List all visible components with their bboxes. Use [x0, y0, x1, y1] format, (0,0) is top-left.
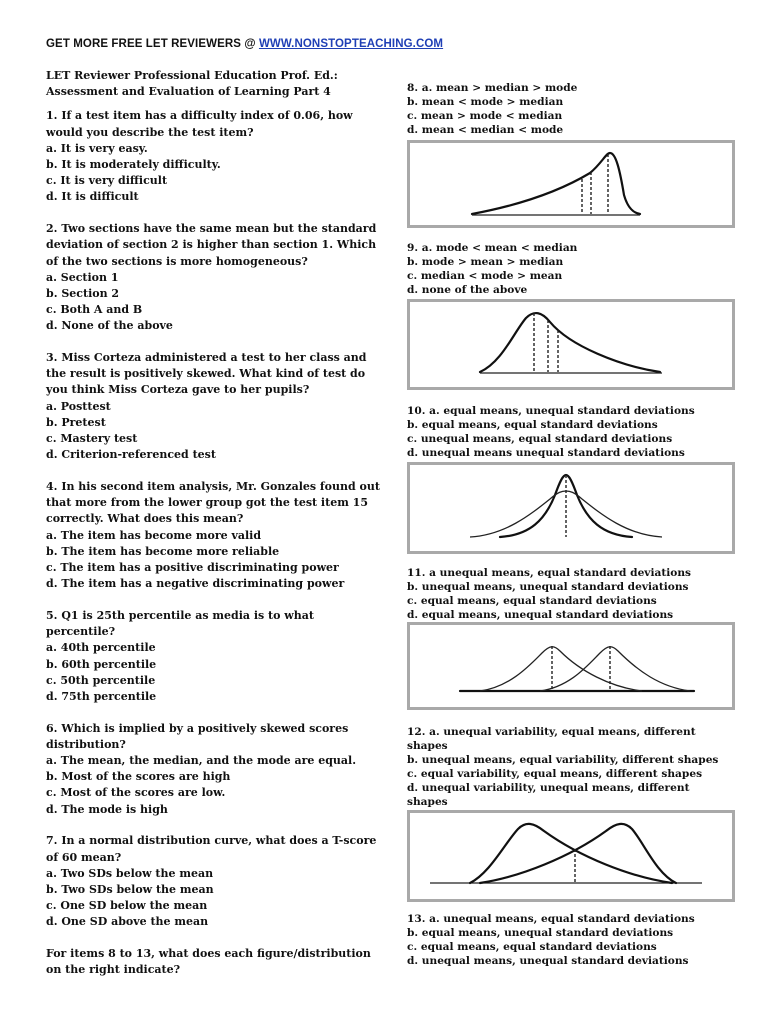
answer-option: a. Two SDs below the mean — [46, 866, 214, 880]
answer-option: a. 40th percentile — [46, 641, 156, 655]
question-text: you think Miss Corteza gave to her pupils? — [46, 383, 310, 397]
answer-option: c. It is very difficult — [46, 174, 168, 188]
answer-option: b. unequal means, equal variability, different shapes — [407, 753, 719, 766]
positively-skewed-curve-diagram — [410, 302, 732, 387]
answer-option: b. It is moderately difficulty. — [46, 158, 221, 172]
answer-option: b. equal means, equal standard deviations — [407, 418, 658, 431]
negatively-skewed-curve-diagram — [410, 143, 732, 225]
question-1 — [46, 108, 376, 205]
negative-skew-curve — [480, 824, 676, 883]
question-text: 4. In his second item analysis, Mr. Gonzales found out — [46, 479, 380, 493]
question-2 — [46, 221, 376, 334]
title-line: Assessment and Evaluation of Learning Part 4 — [46, 85, 331, 99]
answer-option: b. Pretest — [46, 415, 106, 429]
answer-option: b. 60th percentile — [46, 657, 157, 671]
answer-option: a. Section 1 — [46, 270, 119, 284]
question-text: 6. Which is implied by a positively skewed scores — [46, 721, 349, 735]
question-text: distribution? — [46, 737, 126, 751]
question-5 — [46, 608, 376, 705]
distribution-curve — [480, 313, 660, 372]
question-3 — [46, 350, 376, 463]
answer-option: shapes — [407, 739, 448, 752]
figure-positive-skew — [407, 299, 735, 390]
question-text: of the two sections is more homogeneous? — [46, 254, 308, 268]
answer-option: 13. a. unequal means, equal standard deviations — [407, 913, 695, 925]
question-text: 3. Miss Corteza administered a test to her class and — [46, 351, 367, 365]
answer-option: d. The mode is high — [46, 802, 168, 816]
question-text: would you describe the test item? — [46, 125, 254, 139]
answer-option: d. unequal means unequal standard deviations — [407, 446, 685, 459]
answer-option: b. mode > mean > median — [407, 255, 564, 268]
answer-option: 8. a. mean > median > mode — [407, 82, 578, 94]
answer-option: b. The item has become more reliable — [46, 544, 280, 558]
two-skewed-curves-diagram — [410, 813, 732, 899]
left-column — [46, 68, 380, 994]
answer-option: a. Posttest — [46, 399, 111, 413]
header-banner — [46, 38, 443, 50]
answer-option: b. Section 2 — [46, 286, 120, 300]
answer-option: b. Two SDs below the mean — [46, 882, 214, 896]
answer-option: d. unequal means, unequal standard deviations — [407, 954, 689, 967]
document-title — [46, 68, 376, 100]
figure-unequal-means — [407, 622, 735, 710]
answer-option: a. The mean, the median, and the mode are equal. — [46, 754, 357, 768]
answer-option: c. equal means, equal standard deviations — [407, 940, 657, 953]
question-text: correctly. What does this mean? — [46, 512, 244, 526]
answer-option: c. unequal means, equal standard deviations — [407, 432, 673, 445]
answer-option: 10. a. equal means, unequal standard deviations — [407, 405, 695, 417]
answer-option: 11. a unequal means, equal standard deviations — [407, 567, 691, 579]
figure-skewed-pair — [407, 810, 735, 902]
question-10 — [407, 405, 747, 461]
question-7 — [46, 833, 376, 930]
answer-option: d. The item has a negative discriminating power — [46, 577, 345, 591]
answer-option: d. None of the above — [46, 319, 173, 333]
answer-option: c. equal means, equal standard deviations — [407, 594, 657, 607]
figure-equal-means — [407, 462, 735, 554]
answer-option: c. Both A and B — [46, 303, 143, 317]
answer-option: d. mean < median < mode — [407, 123, 564, 136]
question-text: 7. In a normal distribution curve, what does a T-score — [46, 834, 377, 848]
answer-option: a. It is very easy. — [46, 141, 148, 155]
question-text: deviation of section 2 is higher than section 1. Which — [46, 238, 377, 252]
answer-option: 9. a. mode < mean < median — [407, 242, 578, 254]
answer-option: c. equal variability, equal means, different shapes — [407, 767, 703, 780]
question-text: percentile? — [46, 625, 116, 639]
answer-option: c. Mastery test — [46, 432, 138, 446]
website-link[interactable]: WWW.NONSTOPTEACHING.COM — [258, 38, 444, 50]
question-8 — [407, 82, 747, 138]
distribution-curve — [472, 153, 640, 214]
unequal-means-curves-diagram — [410, 625, 732, 707]
answer-option: a. The item has become more valid — [46, 528, 262, 542]
title-line: LET Reviewer Professional Education Prof. Ed.: — [46, 69, 338, 82]
answer-option: c. median < mode > mean — [407, 269, 563, 282]
answer-option: c. mean > mode < median — [407, 109, 563, 122]
answer-option: d. Criterion-referenced test — [46, 448, 216, 462]
answer-option: d. One SD above the mean — [46, 915, 209, 929]
answer-option: c. The item has a positive discriminating power — [46, 560, 339, 574]
answer-option: c. 50th percentile — [46, 673, 156, 687]
question-text: that more from the lower group got the test item 15 — [46, 496, 368, 510]
header-text: GET MORE FREE LET REVIEWERS @ — [46, 38, 259, 50]
question-13 — [407, 913, 747, 969]
answer-option: b. mean < mode > median — [407, 95, 564, 108]
question-12 — [407, 726, 747, 809]
instruction-text: For items 8 to 13, what does each figure/distribution — [46, 947, 371, 961]
answer-option: c. Most of the scores are low. — [46, 786, 226, 800]
answer-option: c. One SD below the mean — [46, 899, 208, 913]
answer-option: d. equal means, unequal standard deviations — [407, 608, 674, 621]
question-text: 1. If a test item has a difficulty index of 0.06, how — [46, 109, 353, 123]
question-6 — [46, 721, 376, 818]
equal-means-curves-diagram — [410, 465, 732, 551]
answer-option: d. none of the above — [407, 283, 528, 296]
question-11 — [407, 567, 747, 623]
answer-option: d. 75th percentile — [46, 689, 157, 703]
answer-option: shapes — [407, 795, 448, 808]
figure-negative-skew — [407, 140, 735, 228]
answer-option: 12. a. unequal variability, equal means, different — [407, 726, 696, 738]
instructions-8-13 — [46, 946, 376, 978]
question-9 — [407, 242, 747, 298]
question-text: of 60 mean? — [46, 850, 122, 864]
question-4 — [46, 479, 380, 592]
instruction-text: on the right indicate? — [46, 963, 181, 977]
answer-option: b. unequal means, unequal standard deviations — [407, 580, 689, 593]
question-text: the result is positively skewed. What kind of test do — [46, 367, 366, 381]
question-text: 5. Q1 is 25th percentile as media is to what — [46, 608, 314, 622]
answer-option: d. It is difficult — [46, 190, 139, 204]
question-text: 2. Two sections have the same mean but the standard — [46, 222, 377, 236]
answer-option: b. equal means, unequal standard deviations — [407, 926, 674, 939]
answer-option: d. unequal variability, unequal means, different — [407, 781, 690, 794]
answer-option: b. Most of the scores are high — [46, 770, 231, 784]
